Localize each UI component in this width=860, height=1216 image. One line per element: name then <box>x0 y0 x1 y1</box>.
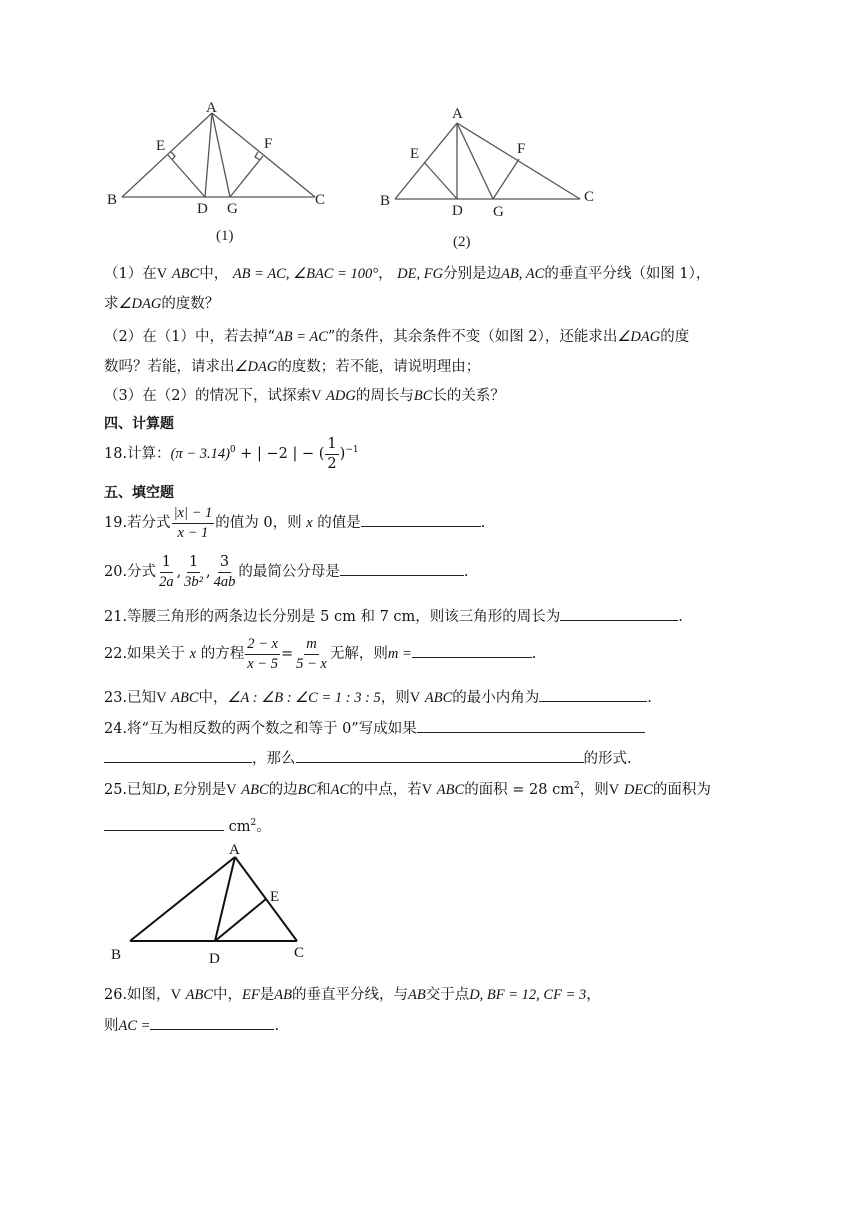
text: 的边 <box>268 782 298 798</box>
text: （3）在（2）的情况下，试探索 <box>104 388 311 404</box>
math: BC <box>297 782 317 798</box>
text: 中， <box>213 987 243 1003</box>
answer-blank[interactable] <box>412 643 532 658</box>
math: ABC <box>171 690 199 706</box>
answer-blank-then[interactable] <box>296 748 584 763</box>
side-ab <box>122 113 212 197</box>
q17-part1-line1 <box>104 262 710 283</box>
q19 <box>104 506 485 540</box>
answer-blank[interactable] <box>539 687 647 702</box>
math: AC = <box>118 1018 151 1034</box>
triangle-symbol: V <box>170 987 182 1003</box>
math: AB = AC, ∠BAC = 100° <box>232 266 379 282</box>
q24-line1 <box>104 717 645 738</box>
triangle-symbol: V <box>156 266 168 282</box>
label-e: E <box>156 138 166 154</box>
text: 的值是 <box>312 515 361 531</box>
math: AB, AC <box>501 266 545 282</box>
text: 的中点，若 <box>349 782 422 798</box>
math: AB <box>407 987 426 1003</box>
q26-line1 <box>104 983 601 1004</box>
math: ∠DAG <box>118 296 162 312</box>
text: 的最简公分母是 <box>238 564 340 580</box>
answer-blank[interactable] <box>340 561 464 576</box>
fraction <box>172 506 215 540</box>
numerator: 3 <box>218 555 231 573</box>
text: 中， <box>199 266 229 282</box>
text: 的最小内角为 <box>452 690 540 706</box>
superscript: 2 <box>574 781 580 792</box>
text: 数吗？若能，请求出 <box>104 359 235 375</box>
label-d: D <box>452 203 463 219</box>
text: 则 <box>104 1018 119 1034</box>
text: 的面积为 <box>652 782 711 798</box>
text: 的度 <box>660 329 690 345</box>
math: ABC <box>241 782 269 798</box>
answer-blank[interactable] <box>560 606 678 621</box>
segment-fg <box>493 159 519 199</box>
text: ，则 <box>380 690 410 706</box>
answer-blank[interactable] <box>361 512 481 527</box>
label-a: A <box>206 100 217 116</box>
label-d: D <box>197 201 208 217</box>
text: 20.分式 <box>104 564 157 580</box>
math: DEC <box>623 782 653 798</box>
text: 的度数；若不能，请说明理由； <box>277 359 481 375</box>
text: （2）在（1）中，若去掉“ <box>104 329 275 345</box>
fraction <box>182 555 205 589</box>
text: . <box>274 1018 280 1034</box>
q21 <box>104 605 683 626</box>
answer-blank-if[interactable] <box>417 718 645 733</box>
text: 的垂直平分线（如图 1）， <box>544 266 711 282</box>
label-c: C <box>584 189 595 205</box>
math: AB <box>274 987 292 1003</box>
math: m = <box>387 646 412 662</box>
label-d: D <box>209 951 220 967</box>
answer-blank[interactable] <box>104 816 224 831</box>
label-c: C <box>315 192 326 208</box>
denominator: 2a <box>159 573 174 590</box>
math: DE, FG <box>397 266 444 282</box>
triangle-symbol: V <box>310 388 322 404</box>
numerator: |x| − 1 <box>172 506 215 524</box>
math: EF <box>242 987 260 1003</box>
figure-2 <box>375 100 615 250</box>
text: （1）在 <box>104 266 157 282</box>
fraction <box>212 555 238 589</box>
triangle-symbol: V <box>409 690 421 706</box>
text: ， <box>586 987 601 1003</box>
text: = <box>280 646 294 662</box>
text: ， <box>378 266 393 282</box>
text: 的方程 <box>196 646 245 662</box>
figure-1 <box>100 100 340 250</box>
fraction <box>294 637 329 671</box>
text: 18.计算： <box>104 446 171 462</box>
q17-part3 <box>104 384 505 405</box>
text: cm <box>228 819 251 835</box>
fraction <box>157 555 176 589</box>
denominator: 5 − x <box>296 655 327 672</box>
math: ∠DAG <box>234 359 278 375</box>
segment-fg <box>230 156 263 197</box>
text: 22.如果关于 <box>104 646 190 662</box>
text: ，那么 <box>252 751 296 767</box>
numerator: 2 − x <box>245 637 280 655</box>
triangle-symbol: V <box>421 782 433 798</box>
figure-caption: (1) <box>216 228 234 244</box>
numerator: 1 <box>187 555 200 573</box>
math: AB = AC <box>274 329 328 345</box>
math: ) <box>339 446 346 462</box>
math: ADG <box>326 388 356 404</box>
superscript: 2 <box>250 818 257 829</box>
answer-blank-if-continued[interactable] <box>104 748 252 763</box>
segment-ed <box>424 162 457 199</box>
triangle-symbol: V <box>608 782 620 798</box>
figure-caption: (2) <box>453 234 471 250</box>
text: . <box>463 564 469 580</box>
label-e: E <box>270 889 280 905</box>
label-c: C <box>294 945 305 961</box>
math: ∠DAG <box>617 329 661 345</box>
label-a: A <box>229 842 240 858</box>
denominator: x − 5 <box>247 655 278 672</box>
text: 和 <box>316 782 331 798</box>
math: x <box>306 515 313 531</box>
text: 的度数？ <box>161 296 220 312</box>
q17-part1-line2 <box>104 292 219 313</box>
text: 分别是边 <box>443 266 502 282</box>
q22 <box>104 637 536 671</box>
q20 <box>104 555 469 589</box>
section-heading-calculation: 四、计算题 <box>104 416 174 432</box>
q25-line2 <box>104 815 271 836</box>
q24-line2 <box>104 747 632 768</box>
answer-blank[interactable] <box>150 1015 274 1030</box>
label-g: G <box>227 201 238 217</box>
q25-line1 <box>104 778 711 799</box>
q23 <box>104 686 652 707</box>
text: 19.若分式 <box>104 515 171 531</box>
text: 求 <box>104 296 119 312</box>
math: ∠A : ∠B : ∠C = 1 : 3 : 5 <box>227 690 381 706</box>
text: 24.将“互为相反数的两个数之和等于 0”写成如果 <box>104 721 417 737</box>
label-g: G <box>493 204 504 220</box>
text: 长的关系？ <box>432 388 505 404</box>
numerator: 1 <box>160 555 173 573</box>
segment-ad <box>205 113 212 197</box>
denominator: 2 <box>327 455 337 472</box>
math: x <box>189 646 197 662</box>
segment-ed <box>168 155 205 197</box>
label-b: B <box>107 192 118 208</box>
text: 是 <box>259 987 275 1003</box>
q17-part2-line1 <box>104 325 689 346</box>
denominator: 3b² <box>184 573 204 590</box>
math: ABC <box>171 266 200 282</box>
text: 的周长与 <box>355 388 414 404</box>
q26-line2 <box>104 1014 279 1035</box>
math: D, E <box>156 782 183 798</box>
q18 <box>104 437 359 471</box>
text: 的面积 = 28 cm <box>464 782 574 798</box>
label-e: E <box>410 146 420 162</box>
text: 26.如图， <box>104 987 171 1003</box>
text: . <box>531 646 537 662</box>
math: ABC <box>424 690 453 706</box>
math: ABC <box>185 987 214 1003</box>
text: , <box>176 564 182 580</box>
triangle-symbol: V <box>156 690 167 706</box>
section-heading-fill-in: 五、填空题 <box>104 485 174 501</box>
denominator: x − 1 <box>177 524 209 541</box>
side-ab <box>130 857 235 941</box>
triangle-symbol: V <box>226 782 237 798</box>
figure-3 <box>105 835 325 970</box>
text: 交于点 <box>425 987 470 1003</box>
denominator: 4ab <box>213 573 236 590</box>
fraction <box>325 437 338 471</box>
math: D, BF = 12, CF = 3 <box>469 987 587 1003</box>
math: (π − 3.14) <box>170 446 230 462</box>
label-b: B <box>111 947 122 963</box>
math: ABC <box>436 782 465 798</box>
text: 无解，则 <box>329 646 388 662</box>
text: 的形式. <box>583 751 632 767</box>
text: ”的条件，其余条件不变（如图 2），还能求出 <box>327 329 618 345</box>
numerator: 1 <box>325 437 338 455</box>
text: 的垂直平分线，与 <box>291 987 408 1003</box>
text: 21.等腰三角形的两条边长分别是 5 cm 和 7 cm，则该三角形的周长为 <box>104 609 561 625</box>
math: + | −2 | − ( <box>235 446 325 462</box>
text: ，则 <box>579 782 609 798</box>
label-b: B <box>380 193 391 209</box>
text: 分别是 <box>182 782 227 798</box>
label-f: F <box>264 136 273 152</box>
text: 的值为 0，则 <box>215 515 307 531</box>
math: AC <box>330 782 350 798</box>
numerator: m <box>304 637 318 655</box>
text: . <box>647 690 652 706</box>
text: 25.已知 <box>104 782 157 798</box>
text: 中， <box>198 690 228 706</box>
q17-part2-line2 <box>104 355 480 376</box>
label-f: F <box>517 141 526 157</box>
right-angle-mark-f <box>255 152 260 160</box>
text: . <box>480 515 486 531</box>
text: , <box>206 564 211 580</box>
text: . <box>678 609 683 625</box>
fraction <box>245 637 280 671</box>
superscript: 0 <box>229 445 236 456</box>
text: 。 <box>256 819 271 835</box>
superscript: −1 <box>345 445 359 456</box>
text: 23.已知 <box>104 690 157 706</box>
math: BC <box>413 388 433 404</box>
label-a: A <box>452 106 463 122</box>
